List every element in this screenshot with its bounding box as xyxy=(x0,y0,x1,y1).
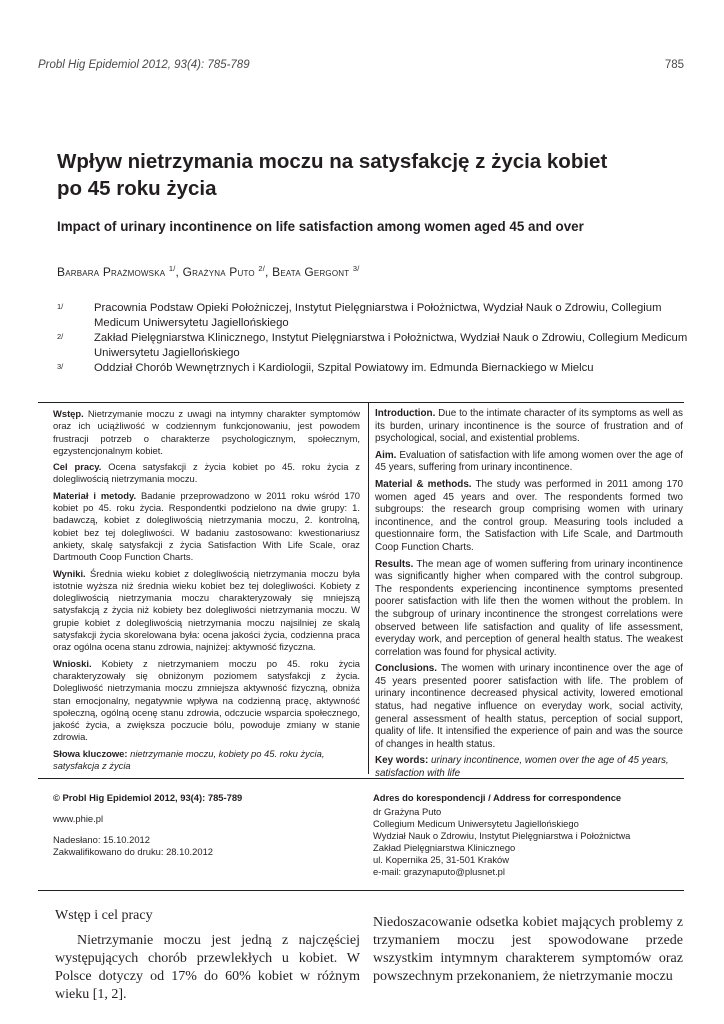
abstract-pl xyxy=(53,408,360,776)
keywords-text: nietrzymanie moczu, kobiety po 45. roku życia, satysfakcja z życia xyxy=(53,747,325,772)
keywords-text: urinary incontinence, women over the age of 45 years, satisfaction with life xyxy=(375,755,669,780)
correspondence-block xyxy=(373,792,683,878)
abstract-heading: Materiał i metody. xyxy=(53,489,137,501)
correspondence-line: dr Grażyna Puto xyxy=(373,806,442,817)
keywords-heading: Key words: xyxy=(375,755,429,767)
affiliation-item xyxy=(57,301,697,331)
abstract-text: The women with urinary incontinence over the age of 45 years presented poorer satisfaction with life. The problem of urinary incontinence decreased physical activity, lowered emotional status, had negative influence on everyday work, social activity, general assessment of health status, perception of social support, quality of life. It intensified the experience of pain and was the source of changes in health status. xyxy=(375,663,683,750)
affiliation-text: Zakład Pielęgniarstwa Klinicznego, Instytut Pielęgniarstwa i Położnictwa, Wydział Nauk o Zdrowiu, Collegium Medicum Uniwersytetu Jagiellońskiego xyxy=(94,332,688,359)
abstract-en-paragraph xyxy=(375,663,683,751)
body-paragraph-left: Nietrzymanie moczu jest jedną z najczęściej występujących chorób przewlekłych u kobiet. W Polsce dotyczy od 17% do 60% kobiet w różnym wieku [1, 2]. xyxy=(55,933,360,1002)
abstract-text: Ocena satysfakcji z życia kobiet po 45. roku życia z dolegliwością nietrzymania moczu. xyxy=(53,461,360,485)
abstract-pl-paragraph xyxy=(53,568,360,654)
keywords-pl xyxy=(53,748,360,773)
abstract-text: Badanie przeprowadzono w 2011 roku wśród 170 kobiet po 45. roku życia. Respondentki podzielono na dwie grupy: 1. badawczą, kobiet z dolegliwością nietrzymania moczu, 2. kontrolną, kobiet bez tej dolegliwości. W badaniu zastosowano: kwestionariusz ankiety, skalę satysfakcji z życia Satisfaction With Life Scale, oraz Dartmouth Coop Function Charts. xyxy=(53,489,360,563)
correspondence-line: Collegium Medicum Uniwersytetu Jagiellońskiego xyxy=(373,818,579,829)
body-paragraph-right: Niedoszacowanie odsetka kobiet mających problemy z trzymaniem moczu jest spowodowane przede wszystkim intymnym charakterem symptomów oraz powszechnym przekonaniem, że nietrzymanie moczu xyxy=(373,915,683,984)
abstract-column-divider xyxy=(368,403,369,774)
author-affiliation-mark: 3/ xyxy=(352,264,360,273)
abstract-heading: Introduction. xyxy=(375,408,436,419)
abstract-heading: Conclusions. xyxy=(375,663,437,675)
abstract-top-rule xyxy=(38,402,684,403)
page-number: 785 xyxy=(664,59,684,71)
author-name: Grażyna Puto xyxy=(182,265,255,279)
abstract-en-paragraph xyxy=(375,479,683,555)
keywords-heading: Słowa kluczowe: xyxy=(53,747,128,759)
author-name: Barbara Prażmowska xyxy=(57,265,166,279)
affiliations xyxy=(57,301,697,376)
received-date: Nadesłano: 15.10.2012 xyxy=(53,834,150,845)
abstract-pl-paragraph xyxy=(53,658,360,744)
abstract-bottom-rule xyxy=(38,778,684,779)
abstract-heading: Cel pracy. xyxy=(53,461,102,473)
abstract-en-paragraph xyxy=(375,408,683,446)
meta-bottom-rule xyxy=(38,890,684,891)
affiliation-number: 1/ xyxy=(57,302,64,311)
abstract-text: Evaluation of satisfaction with life among women over the age of 45 years, suffering from urinary incontinence. xyxy=(375,449,683,474)
abstract-heading: Aim. xyxy=(375,449,397,461)
correspondence-email[interactable]: e-mail: grazynaputo@plusnet.pl xyxy=(373,866,505,877)
abstract-heading: Wnioski. xyxy=(53,657,92,669)
title-line-2: po 45 roku życia xyxy=(57,177,217,200)
author-list: Barbara Prażmowska $^{1/}$, Grażyna Puto $^{2/}$, Beata Gergont $^{3/}$ xyxy=(57,264,360,279)
accepted-date: Zakwalifikowano do druku: 28.10.2012 xyxy=(53,846,213,857)
abstract-heading: Results. xyxy=(375,558,414,570)
abstract-pl-paragraph xyxy=(53,408,360,457)
journal-citation: Probl Hig Epidemiol 2012, 93(4): 785-789 xyxy=(38,59,250,71)
keywords-en xyxy=(375,755,683,780)
affiliation-item xyxy=(57,361,697,376)
abstract-en-paragraph xyxy=(375,450,683,475)
article-subtitle-en: Impact of urinary incontinence on life satisfaction among women aged 45 and over xyxy=(57,219,584,234)
abstract-pl-paragraph xyxy=(53,490,360,564)
title-line-1: Wpływ nietrzymania moczu na satysfakcję z życia kobiet xyxy=(57,150,608,173)
abstract-text: The study was performed in 2011 among 170 women aged 45 years and over. The respondents formed two subgroups: the research group comprising women with urinary incontinence, and the control group. Measuring tools included a questionnaire form, the Satisfaction with Life Scale, and Dartmouth Coop Function Charts. xyxy=(375,478,683,553)
affiliation-text: Oddział Chorób Wewnętrznych i Kardiologii, Szpital Powiatowy im. Edmunda Biernackiego w Mielcu xyxy=(94,362,594,374)
affiliation-number: 2/ xyxy=(57,332,64,341)
abstract-text: Średnia wieku kobiet z dolegliwością nietrzymania moczu była istotnie wyższa niż średnia wieku kobiet bez tej dolegliwości. Kobiety z dolegliwością nietrzymania moczu charakteryzowały się mniejszą satysfakcją z życia niż kobiety bez dolegliwości nietrzymania moczu. W grupie kobiet z dolegliwością nietrzymania moczu najsilniej ze skalą satysfakcji życia skorelowana była: ocena jakości życia, codzienna praca oraz ogólna ocena stanu zdrowia, najniżej: aktywność fizyczna. xyxy=(53,567,360,653)
publication-meta xyxy=(53,792,353,858)
correspondence-line: ul. Kopernika 25, 31-501 Kraków xyxy=(373,854,510,865)
abstract-heading: Wstęp. xyxy=(53,408,84,419)
correspondence-heading: Adres do korespondencji / Address for correspondence xyxy=(373,792,622,803)
website-link[interactable]: www.phie.pl xyxy=(53,813,104,824)
correspondence-line: Wydział Nauk o Zdrowiu, Instytut Pielęgniarstwa i Położnictwa xyxy=(373,830,631,841)
author-affiliation-mark: 1/ xyxy=(168,264,176,273)
abstract-text: Due to the intimate character of its symptoms as well as its burden, urinary incontinence is the source of frustration and of psychological, social, and existential problems. xyxy=(375,408,683,445)
section-heading: Wstęp i cel pracy xyxy=(55,908,153,923)
article-title xyxy=(57,148,677,202)
copyright-line: © Probl Hig Epidemiol 2012, 93(4): 785-789 xyxy=(53,792,243,803)
abstract-pl-paragraph xyxy=(53,461,360,486)
abstract-en-paragraph xyxy=(375,559,683,660)
author-name: Beata Gergont xyxy=(272,265,350,279)
abstract-text: The mean age of women suffering from urinary incontinence was significantly higher when compared with the control subgroup. The respondents experiencing incontinence symptoms presented poorer satisfaction with life then the women without the problem. In the subgroup of urinary incontinence the strongest correlations were observed between life satisfaction and quality of life assessment, everyday work, and perception of general health status. The weakest correlation was found for physical activity. xyxy=(375,558,683,658)
abstract-heading: Material & methods. xyxy=(375,478,472,490)
abstract-en xyxy=(375,408,683,785)
affiliation-number: 3/ xyxy=(57,362,64,371)
correspondence-line: Zakład Pielęgniarstwa Klinicznego xyxy=(373,842,516,853)
abstract-heading: Wyniki. xyxy=(53,567,86,579)
abstract-text: Nietrzymanie moczu z uwagi na intymny charakter symptomów oraz ich uciążliwość w codziennym funkcjonowaniu, jest powodem frustracji potrzeb o charakterze psychologicznym, społecznym, egzystencjonalnym kobiet. xyxy=(53,408,360,456)
affiliation-item xyxy=(57,331,697,361)
abstract-text: Kobiety z nietrzymaniem moczu po 45. roku życia charakteryzowały się obniżonym poziomem satysfakcji z życia. Dolegliwość nietrzymania moczu zmniejsza aktywność fizyczną, obniża stan emocjonalny, negatywnie wpływa na codzienną pracę, aktywność społeczną, ogólną ocenę stanu zdrowia, odczucie wsparcia społecznego, jakość życia, a zwiększa poczucie bólu, powoduje zmiany w stanie zdrowia. xyxy=(53,657,360,743)
author-affiliation-mark: 2/ xyxy=(258,264,266,273)
affiliation-text: Pracownia Podstaw Opieki Położniczej, Instytut Pielęgniarstwa i Położnictwa, Wydział Nauk o Zdrowiu, Collegium Medicum Uniwersytetu Jagiellońskiego xyxy=(94,302,662,329)
